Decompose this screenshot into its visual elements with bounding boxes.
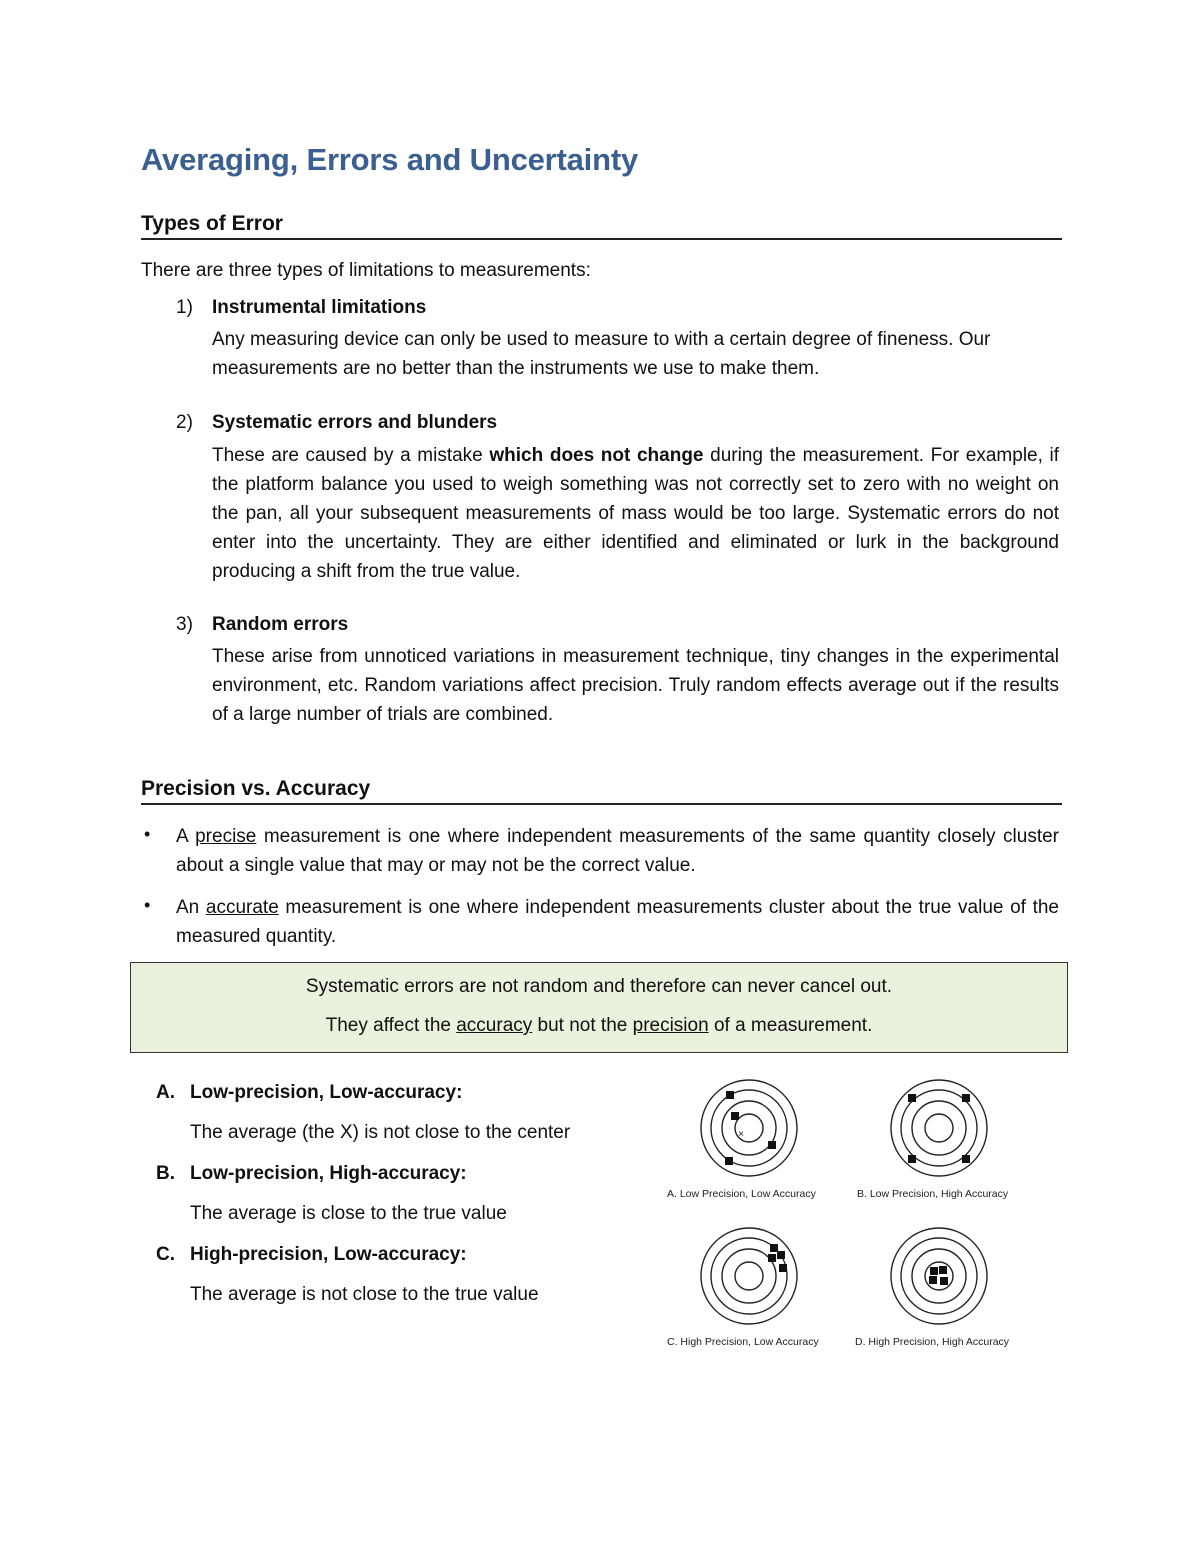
figure-caption-a: A. Low Precision, Low Accuracy (667, 1188, 816, 1200)
shot-mark (777, 1251, 785, 1259)
page-title: Averaging, Errors and Uncertainty (141, 142, 638, 177)
case-title: Low-precision, High-accuracy: (190, 1163, 467, 1184)
underlined-term: precision (632, 1015, 709, 1036)
case-description: The average (the X) is not close to the center (190, 1122, 571, 1143)
body-text: measurement is one where independent measurements cluster about the true value of the measured quantity. (176, 897, 1059, 947)
target-ring (912, 1101, 966, 1155)
shot-mark (908, 1155, 916, 1163)
shot-mark (908, 1094, 916, 1102)
shot-mark (731, 1112, 739, 1120)
figure-caption-d: D. High Precision, High Accuracy (855, 1336, 1010, 1348)
list-item-title: Instrumental limitations (212, 297, 427, 318)
target-ring (701, 1228, 797, 1324)
list-number: 2) (176, 412, 193, 433)
list-item-title: Systematic errors and blunders (212, 412, 498, 433)
shot-mark (770, 1244, 778, 1252)
bullet-marker: • (144, 895, 151, 915)
case-letter: C. (156, 1244, 175, 1265)
body-text: measurement is one where independent measurements of the same quantity closely cluster about a single value that may or may not be the correct value. (176, 826, 1059, 876)
shot-mark (940, 1277, 948, 1285)
list-number: 3) (176, 614, 193, 635)
section-heading-types-of-error: Types of Error (141, 212, 1062, 240)
list-item-body (212, 441, 1059, 586)
callout-box (130, 962, 1068, 1053)
case-description: The average is not close to the true value (190, 1284, 539, 1305)
body-text: These arise from unnoticed variations in measurement technique, tiny changes in the experimental environment, etc. Random variations affect precision. Truly random effects average out if the results of a large number of trials are combined. (212, 646, 1059, 725)
section-heading-precision-vs-accuracy: Precision vs. Accuracy (141, 777, 1062, 805)
target-ring (722, 1101, 776, 1155)
target-ring (891, 1228, 987, 1324)
shot-mark (725, 1157, 733, 1165)
target-ring (735, 1262, 763, 1290)
case-letter: B. (156, 1163, 175, 1184)
case-letter: A. (156, 1082, 175, 1103)
target-a (701, 1080, 797, 1176)
shot-mark (929, 1276, 937, 1284)
target-ring (701, 1080, 797, 1176)
body-text: These are caused by a mistake (212, 445, 490, 466)
body-text: but not the (532, 1015, 633, 1036)
case-title: Low-precision, Low-accuracy: (190, 1082, 463, 1103)
target-b (891, 1080, 987, 1176)
target-ring (722, 1249, 776, 1303)
bullet-text (176, 893, 1059, 951)
target-c (701, 1228, 797, 1324)
underlined-term: accuracy (456, 1015, 533, 1036)
body-text: They affect the (325, 1015, 457, 1036)
bullet-marker: • (144, 824, 151, 844)
shot-mark (962, 1094, 970, 1102)
target-ring (891, 1080, 987, 1176)
body-text: A (176, 826, 196, 847)
body-text: Any measuring device can only be used to measure to with a certain degree of fineness. Our measurements are no better than the instruments we use to make them. (212, 329, 991, 379)
shot-mark (768, 1254, 776, 1262)
target-ring (925, 1114, 953, 1142)
figure-caption-b: B. Low Precision, High Accuracy (857, 1188, 1009, 1200)
average-x-marker: × (738, 1128, 745, 1140)
callout-line-1: Systematic errors are not random and therefore can never cancel out. (305, 976, 893, 997)
target-ring (912, 1249, 966, 1303)
shot-mark (939, 1266, 947, 1274)
list-number: 1) (176, 297, 193, 318)
list-item-title: Random errors (212, 614, 349, 635)
shot-mark (726, 1091, 734, 1099)
shot-mark (779, 1264, 787, 1272)
bold-phrase: which does not change (489, 445, 704, 466)
intro-text: There are three types of limitations to measurements: (141, 260, 591, 281)
shot-mark (768, 1141, 776, 1149)
body-text: during the measurement. For example, if the platform balance you used to weigh something was not correctly set to zero with no weight on the pan, all your subsequent measurements of mass would be too large. Systematic errors do not enter into the uncertainty. They are either identified and eliminated or lurk in the background producing a shift from the true value. (212, 445, 1060, 582)
bullet-text (176, 822, 1059, 880)
precision-accuracy-targets-figure (655, 1070, 1035, 1360)
underlined-term: precise (195, 826, 257, 847)
callout-line-2 (131, 1015, 1067, 1037)
list-item-body (212, 325, 1059, 383)
case-description: The average is close to the true value (190, 1203, 507, 1224)
body-text: of a measurement. (708, 1015, 873, 1036)
list-item-body (212, 642, 1059, 729)
shot-mark (962, 1155, 970, 1163)
case-title: High-precision, Low-accuracy: (190, 1244, 467, 1265)
body-text: An (176, 897, 206, 918)
figure-caption-c: C. High Precision, Low Accuracy (667, 1336, 819, 1348)
target-d (891, 1228, 987, 1324)
underlined-term: accurate (205, 897, 279, 918)
shot-mark (930, 1267, 938, 1275)
